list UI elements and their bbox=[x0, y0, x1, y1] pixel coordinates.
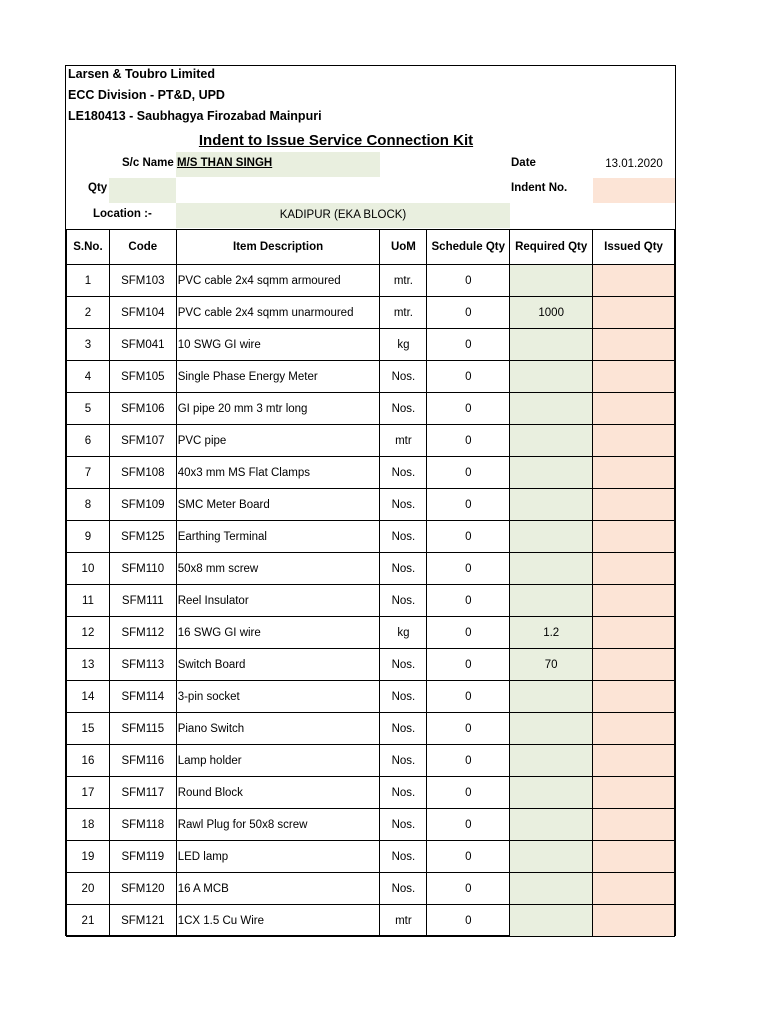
sno-cell: 13 bbox=[67, 649, 110, 681]
issued-qty-cell[interactable] bbox=[593, 425, 675, 457]
date-field[interactable]: 13.01.2020 bbox=[605, 158, 663, 170]
description-cell: 3-pin socket bbox=[176, 681, 380, 713]
table-row bbox=[67, 873, 675, 905]
description-cell: GI pipe 20 mm 3 mtr long bbox=[176, 393, 380, 425]
required-qty-cell[interactable] bbox=[510, 489, 593, 521]
issued-qty-cell[interactable] bbox=[593, 553, 675, 585]
required-qty-cell[interactable] bbox=[510, 905, 593, 937]
uom-cell: Nos. bbox=[380, 585, 427, 617]
table-row bbox=[67, 393, 675, 425]
uom-cell: Nos. bbox=[380, 873, 427, 905]
col-required-qty: Required Qty bbox=[510, 230, 593, 265]
description-cell: Round Block bbox=[176, 777, 380, 809]
description-cell: Single Phase Energy Meter bbox=[176, 361, 380, 393]
sno-cell: 6 bbox=[67, 425, 110, 457]
description-cell: LED lamp bbox=[176, 841, 380, 873]
table-row bbox=[67, 905, 675, 937]
sno-cell: 10 bbox=[67, 553, 110, 585]
schedule-qty-cell: 0 bbox=[427, 713, 510, 745]
description-cell: PVC cable 2x4 sqmm unarmoured bbox=[176, 297, 380, 329]
code-cell: SFM117 bbox=[109, 777, 176, 809]
sno-cell: 21 bbox=[67, 905, 110, 937]
sno-cell: 18 bbox=[67, 809, 110, 841]
issued-qty-cell[interactable] bbox=[593, 265, 675, 297]
col-schedule-qty: Schedule Qty bbox=[427, 230, 510, 265]
description-cell: Rawl Plug for 50x8 screw bbox=[176, 809, 380, 841]
schedule-qty-cell: 0 bbox=[427, 329, 510, 361]
sno-cell: 15 bbox=[67, 713, 110, 745]
issued-qty-cell[interactable] bbox=[593, 809, 675, 841]
sno-cell: 14 bbox=[67, 681, 110, 713]
col-issued-qty: Issued Qty bbox=[593, 230, 675, 265]
required-qty-cell[interactable] bbox=[510, 361, 593, 393]
required-qty-cell[interactable] bbox=[510, 457, 593, 489]
project-name: LE180413 - Saubhagya Firozabad Mainpuri bbox=[68, 109, 322, 123]
uom-cell: Nos. bbox=[380, 553, 427, 585]
sno-cell: 16 bbox=[67, 745, 110, 777]
schedule-qty-cell: 0 bbox=[427, 873, 510, 905]
uom-cell: Nos. bbox=[380, 361, 427, 393]
required-qty-cell[interactable] bbox=[510, 425, 593, 457]
code-cell: SFM114 bbox=[109, 681, 176, 713]
schedule-qty-cell: 0 bbox=[427, 617, 510, 649]
table-row bbox=[67, 329, 675, 361]
schedule-qty-cell: 0 bbox=[427, 393, 510, 425]
required-qty-cell[interactable] bbox=[510, 713, 593, 745]
code-cell: SFM113 bbox=[109, 649, 176, 681]
schedule-qty-cell: 0 bbox=[427, 297, 510, 329]
uom-cell: Nos. bbox=[380, 681, 427, 713]
schedule-qty-cell: 0 bbox=[427, 585, 510, 617]
description-cell: 16 A MCB bbox=[176, 873, 380, 905]
issued-qty-cell[interactable] bbox=[593, 745, 675, 777]
sno-cell: 12 bbox=[67, 617, 110, 649]
sc-name-field[interactable] bbox=[176, 152, 380, 177]
issued-qty-cell[interactable] bbox=[593, 521, 675, 553]
qty-field[interactable] bbox=[109, 178, 176, 203]
schedule-qty-cell: 0 bbox=[427, 457, 510, 489]
sno-cell: 19 bbox=[67, 841, 110, 873]
qty-label: Qty bbox=[88, 182, 108, 194]
issued-qty-cell[interactable] bbox=[593, 489, 675, 521]
sno-cell: 3 bbox=[67, 329, 110, 361]
issued-qty-cell[interactable] bbox=[593, 585, 675, 617]
table-row bbox=[67, 585, 675, 617]
description-cell: Earthing Terminal bbox=[176, 521, 380, 553]
sc-name-label: S/c Name bbox=[122, 157, 174, 169]
code-cell: SFM107 bbox=[109, 425, 176, 457]
description-cell: PVC cable 2x4 sqmm armoured bbox=[176, 265, 380, 297]
schedule-qty-cell: 0 bbox=[427, 361, 510, 393]
indent-no-label: Indent No. bbox=[511, 182, 568, 194]
required-qty-cell[interactable] bbox=[510, 393, 593, 425]
required-qty-cell[interactable]: 70 bbox=[510, 649, 593, 681]
issued-qty-cell[interactable] bbox=[593, 713, 675, 745]
location-label: Location :- bbox=[93, 208, 152, 220]
code-cell: SFM109 bbox=[109, 489, 176, 521]
code-cell: SFM118 bbox=[109, 809, 176, 841]
issued-qty-cell[interactable] bbox=[593, 681, 675, 713]
division-name: ECC Division - PT&D, UPD bbox=[68, 88, 225, 102]
uom-cell: Nos. bbox=[380, 649, 427, 681]
description-cell: 10 SWG GI wire bbox=[176, 329, 380, 361]
issued-qty-cell[interactable] bbox=[593, 841, 675, 873]
code-cell: SFM105 bbox=[109, 361, 176, 393]
uom-cell: kg bbox=[380, 617, 427, 649]
schedule-qty-cell: 0 bbox=[427, 489, 510, 521]
required-qty-cell[interactable] bbox=[510, 521, 593, 553]
required-qty-cell[interactable] bbox=[510, 553, 593, 585]
issued-qty-cell[interactable] bbox=[593, 649, 675, 681]
schedule-qty-cell: 0 bbox=[427, 521, 510, 553]
table-row bbox=[67, 777, 675, 809]
uom-cell: Nos. bbox=[380, 489, 427, 521]
col-code: Code bbox=[109, 230, 176, 265]
table-row bbox=[67, 745, 675, 777]
description-cell: Switch Board bbox=[176, 649, 380, 681]
required-qty-cell[interactable] bbox=[510, 585, 593, 617]
required-qty-cell[interactable] bbox=[510, 681, 593, 713]
description-cell: 50x8 mm screw bbox=[176, 553, 380, 585]
code-cell: SFM120 bbox=[109, 873, 176, 905]
table-row bbox=[67, 457, 675, 489]
required-qty-cell[interactable] bbox=[510, 841, 593, 873]
issued-qty-cell[interactable] bbox=[593, 617, 675, 649]
schedule-qty-cell: 0 bbox=[427, 681, 510, 713]
schedule-qty-cell: 0 bbox=[427, 265, 510, 297]
uom-cell: Nos. bbox=[380, 713, 427, 745]
required-qty-cell[interactable] bbox=[510, 873, 593, 905]
uom-cell: Nos. bbox=[380, 841, 427, 873]
required-qty-cell[interactable] bbox=[510, 265, 593, 297]
description-cell: Reel Insulator bbox=[176, 585, 380, 617]
schedule-qty-cell: 0 bbox=[427, 553, 510, 585]
indent-sheet bbox=[65, 65, 676, 936]
required-qty-cell[interactable] bbox=[510, 745, 593, 777]
uom-cell: Nos. bbox=[380, 457, 427, 489]
schedule-qty-cell: 0 bbox=[427, 745, 510, 777]
required-qty-cell[interactable] bbox=[510, 329, 593, 361]
schedule-qty-cell: 0 bbox=[427, 649, 510, 681]
table-row bbox=[67, 617, 675, 649]
table-row bbox=[67, 713, 675, 745]
date-label: Date bbox=[511, 157, 536, 169]
required-qty-cell[interactable]: 1000 bbox=[510, 297, 593, 329]
code-cell: SFM115 bbox=[109, 713, 176, 745]
schedule-qty-cell: 0 bbox=[427, 905, 510, 937]
col-sno: S.No. bbox=[67, 230, 110, 265]
issued-qty-cell[interactable] bbox=[593, 873, 675, 905]
code-cell: SFM112 bbox=[109, 617, 176, 649]
uom-cell: mtr bbox=[380, 425, 427, 457]
sno-cell: 17 bbox=[67, 777, 110, 809]
location-field[interactable]: KADIPUR (EKA BLOCK) bbox=[176, 203, 510, 228]
description-cell: 40x3 mm MS Flat Clamps bbox=[176, 457, 380, 489]
issued-qty-cell[interactable] bbox=[593, 905, 675, 937]
code-cell: SFM104 bbox=[109, 297, 176, 329]
sno-cell: 1 bbox=[67, 265, 110, 297]
code-cell: SFM110 bbox=[109, 553, 176, 585]
schedule-qty-cell: 0 bbox=[427, 809, 510, 841]
description-cell: SMC Meter Board bbox=[176, 489, 380, 521]
col-description: Item Description bbox=[176, 230, 380, 265]
required-qty-cell[interactable] bbox=[510, 777, 593, 809]
col-uom: UoM bbox=[380, 230, 427, 265]
table-row bbox=[67, 521, 675, 553]
issued-qty-cell[interactable] bbox=[593, 361, 675, 393]
sno-cell: 2 bbox=[67, 297, 110, 329]
items-table bbox=[66, 229, 675, 937]
table-row bbox=[67, 425, 675, 457]
description-cell: 16 SWG GI wire bbox=[176, 617, 380, 649]
schedule-qty-cell: 0 bbox=[427, 425, 510, 457]
code-cell: SFM121 bbox=[109, 905, 176, 937]
indent-no-field[interactable] bbox=[593, 178, 675, 203]
issued-qty-cell[interactable] bbox=[593, 297, 675, 329]
table-row bbox=[67, 297, 675, 329]
table-row bbox=[67, 553, 675, 585]
company-name: Larsen & Toubro Limited bbox=[68, 67, 215, 81]
uom-cell: Nos. bbox=[380, 393, 427, 425]
code-cell: SFM106 bbox=[109, 393, 176, 425]
table-row bbox=[67, 809, 675, 841]
required-qty-cell[interactable] bbox=[510, 809, 593, 841]
uom-cell: mtr bbox=[380, 905, 427, 937]
code-cell: SFM125 bbox=[109, 521, 176, 553]
page-title: Indent to Issue Service Connection Kit bbox=[198, 132, 474, 149]
uom-cell: mtr. bbox=[380, 297, 427, 329]
table-row bbox=[67, 361, 675, 393]
issued-qty-cell[interactable] bbox=[593, 457, 675, 489]
uom-cell: Nos. bbox=[380, 521, 427, 553]
required-qty-cell[interactable]: 1.2 bbox=[510, 617, 593, 649]
issued-qty-cell[interactable] bbox=[593, 777, 675, 809]
table-row bbox=[67, 649, 675, 681]
sc-name-value: M/S THAN SINGH bbox=[177, 157, 273, 169]
code-cell: SFM119 bbox=[109, 841, 176, 873]
uom-cell: kg bbox=[380, 329, 427, 361]
table-row bbox=[67, 681, 675, 713]
issued-qty-cell[interactable] bbox=[593, 329, 675, 361]
uom-cell: Nos. bbox=[380, 777, 427, 809]
code-cell: SFM111 bbox=[109, 585, 176, 617]
table-row bbox=[67, 265, 675, 297]
sno-cell: 7 bbox=[67, 457, 110, 489]
sno-cell: 11 bbox=[67, 585, 110, 617]
uom-cell: Nos. bbox=[380, 809, 427, 841]
sno-cell: 20 bbox=[67, 873, 110, 905]
sno-cell: 4 bbox=[67, 361, 110, 393]
sno-cell: 9 bbox=[67, 521, 110, 553]
code-cell: SFM116 bbox=[109, 745, 176, 777]
table-row bbox=[67, 489, 675, 521]
uom-cell: Nos. bbox=[380, 745, 427, 777]
table-header-row bbox=[67, 230, 675, 265]
schedule-qty-cell: 0 bbox=[427, 777, 510, 809]
sno-cell: 8 bbox=[67, 489, 110, 521]
code-cell: SFM041 bbox=[109, 329, 176, 361]
table-row bbox=[67, 841, 675, 873]
schedule-qty-cell: 0 bbox=[427, 841, 510, 873]
code-cell: SFM103 bbox=[109, 265, 176, 297]
description-cell: PVC pipe bbox=[176, 425, 380, 457]
description-cell: Lamp holder bbox=[176, 745, 380, 777]
uom-cell: mtr. bbox=[380, 265, 427, 297]
issued-qty-cell[interactable] bbox=[593, 393, 675, 425]
sno-cell: 5 bbox=[67, 393, 110, 425]
description-cell: 1CX 1.5 Cu Wire bbox=[176, 905, 380, 937]
description-cell: Piano Switch bbox=[176, 713, 380, 745]
code-cell: SFM108 bbox=[109, 457, 176, 489]
